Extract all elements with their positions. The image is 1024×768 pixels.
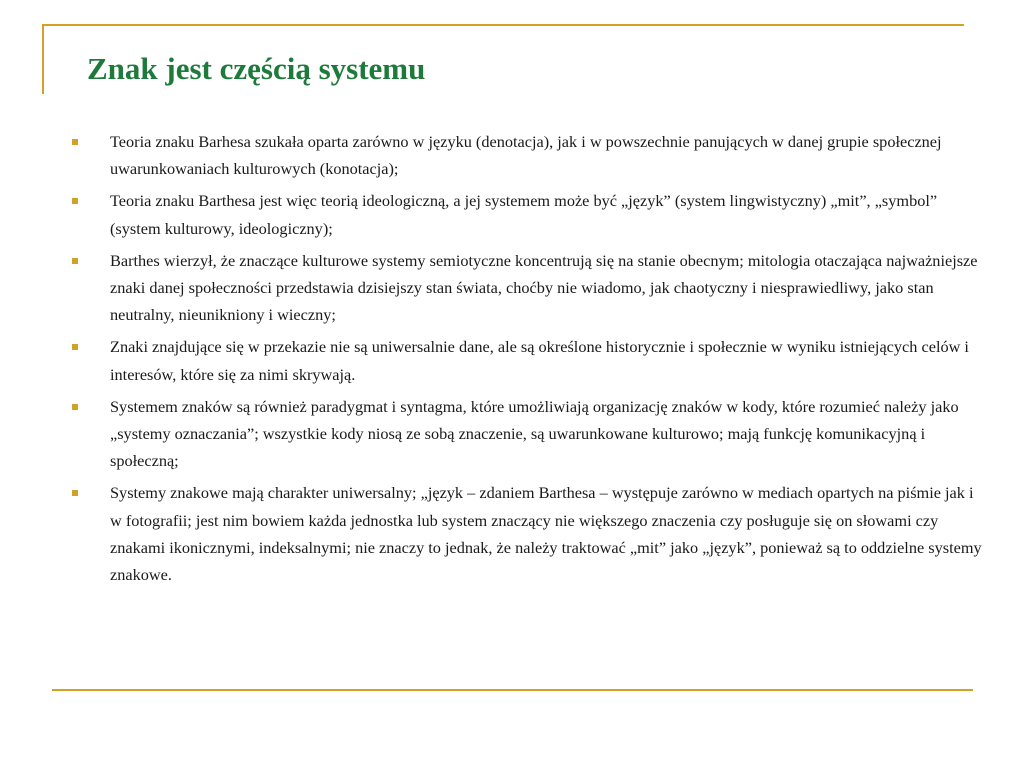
square-bullet-icon [72, 490, 78, 496]
bullet-item [72, 128, 982, 182]
bullet-text: Barthes wierzył, że znaczące kulturowe systemy semiotyczne koncentrują się na stanie obecnym; mitologia otaczająca najważniejsze znaki danej społeczności przedstawia dzisiejszy stan świata, choćby nie wiadomo, jak chaotyczny i niesprawiedliwy, jako stan neutralny, nieunikniony i wieczny; [110, 250, 978, 325]
bullet-item [72, 247, 982, 329]
bullet-item [72, 479, 982, 588]
left-accent-bar [42, 24, 44, 94]
bullet-text: Teoria znaku Barhesa szukała oparta zarówno w języku (denotacja), jak i w powszechnie panujących w danej grupie społecznej uwarunkowaniach kulturowych (konotacja); [110, 132, 942, 179]
square-bullet-icon [72, 258, 78, 264]
top-divider [42, 24, 964, 26]
bullet-text: Systemy znakowe mają charakter uniwersalny; „język – zdaniem Barthesa – występuje zarówno w mediach opartych na piśmie jak i w fotografii; jest nim bowiem każda jednostka lub system znaczący nie większego znaczenia czy posługuje się on słowami czy znakami ikonicznymi, indeksalnymi; nie znaczy to jednak, że należy traktować „mit” jako „język”, ponieważ są to oddzielne systemy znakowe. [110, 483, 982, 585]
bullet-list [72, 128, 982, 593]
bullet-text: Znaki znajdujące się w przekazie nie są uniwersalnie dane, ale są określone historycznie i społecznie w wyniku istniejących celów i interesów, które się za nimi skrywają. [110, 337, 969, 384]
square-bullet-icon [72, 344, 78, 350]
square-bullet-icon [72, 198, 78, 204]
bullet-text: Teoria znaku Barthesa jest więc teorią ideologiczną, a jej systemem może być „język” (system lingwistyczny) „mit”, „symbol” (system kulturowy, ideologiczny); [110, 191, 938, 238]
bullet-item [72, 393, 982, 475]
square-bullet-icon [72, 404, 78, 410]
square-bullet-icon [72, 139, 78, 145]
bottom-divider [52, 689, 973, 691]
bullet-item [72, 333, 982, 387]
bullet-item [72, 187, 982, 241]
bullet-text: Systemem znaków są również paradygmat i syntagma, które umożliwiają organizację znaków w kody, które rozumieć należy jako „systemy oznaczania”; wszystkie kody niosą ze sobą znaczenie, są uwarunkowane kulturowo; mają funkcję komunikacyjną i społeczną; [110, 396, 959, 471]
slide-title: Znak jest częścią systemu [87, 51, 426, 86]
